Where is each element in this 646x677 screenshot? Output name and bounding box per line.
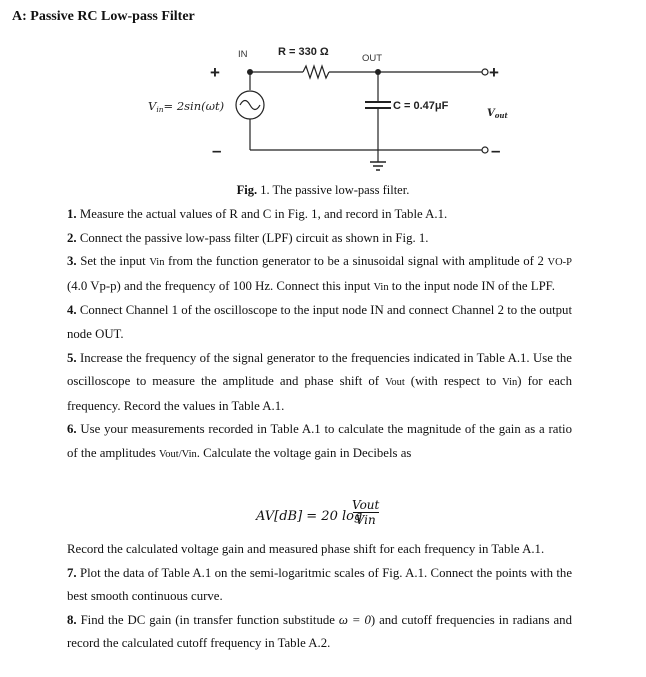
capacitor-label: C = 0.47μF [393, 100, 449, 112]
step-2: 2. Connect the passive low-pass filter (LPF) circuit as shown in Fig. 1. [67, 230, 429, 245]
source-label [148, 99, 224, 114]
plus-left: + [210, 63, 220, 82]
step-7: 7. Plot the data of Table A.1 on the semi-logaritmic scales of Fig. A.1. Connect the points with the best smooth continuous curve. [67, 565, 573, 604]
out-voltage-sub: out [494, 111, 508, 120]
formula-lhs: AV[dB] = 20 log [256, 509, 363, 524]
step-4: 4. Connect Channel 1 of the oscilloscope to the input node IN and connect Channel 2 to the output node OUT. [67, 303, 572, 341]
procedure-steps [67, 203, 572, 467]
minus-left: – [212, 141, 222, 160]
in-label: IN [238, 49, 248, 60]
step-8: 8. Find the DC gain (in transfer function substitude ω = 0) and cutoff frequencies in radians and record the calculated cutoff frequency in Table A.2. [67, 612, 572, 651]
in-node-dot [247, 69, 253, 75]
figure-caption [0, 183, 646, 198]
source-label-sub: in [156, 105, 164, 114]
output-voltage-label [487, 108, 509, 120]
step-6: 6. Use your measurements recorded in Table A.1 to calculate the magnitude of the gain as a ratio of the amplitudes Vout/Vin. Calculate the voltage gain in Decibels as [67, 422, 572, 460]
step-1: 1. Measure the actual values of R and C in Fig. 1, and record in Table A.1. [67, 207, 448, 221]
page-heading: A: Passive RC Low-pass Filter [12, 9, 195, 24]
figure-caption-label: Fig. [236, 183, 258, 197]
source-label-expr: = 2sin(ωt) [163, 99, 225, 113]
rc-circuit-diagram [0, 0, 646, 200]
record-instruction: Record the calculated voltage gain and measured phase shift for each frequency in Table A.1. [67, 542, 545, 556]
minus-right: – [491, 141, 501, 160]
resistor-symbol [303, 66, 329, 78]
figure-caption-text: 1. The passive low-pass filter. [260, 183, 410, 197]
out-node-dot [375, 69, 381, 75]
out-label: OUT [362, 53, 383, 64]
plus-right: + [489, 63, 499, 82]
source-label-v: V [148, 99, 157, 113]
out-terminal-top [482, 69, 488, 75]
formula-numerator: Vout [352, 498, 380, 512]
step-3: 3. Set the input Vin from the function generator to be a sinusoidal signal with amplitude of 2 VO-P (4.0 Vp-p) and the frequency of 100 Hz. Connect this input Vin to the input node IN of the LPF. [67, 254, 573, 293]
formula-denominator: Vin [355, 513, 376, 527]
resistor-label: R = 330 Ω [278, 46, 329, 58]
omega-expr: ω = 0 [338, 612, 371, 627]
procedure-steps-continued [67, 538, 572, 656]
step-5: 5. Increase the frequency of the signal generator to the frequencies indicated in Table A.1. Use the oscilloscope to measure the amplitude and phase shift of Vout (with respect to Vin) for each frequency. Record the values in Table A.1. [67, 350, 572, 413]
out-voltage-v: V [487, 108, 495, 119]
out-terminal-bottom [482, 147, 488, 153]
formula-fraction [352, 498, 379, 527]
